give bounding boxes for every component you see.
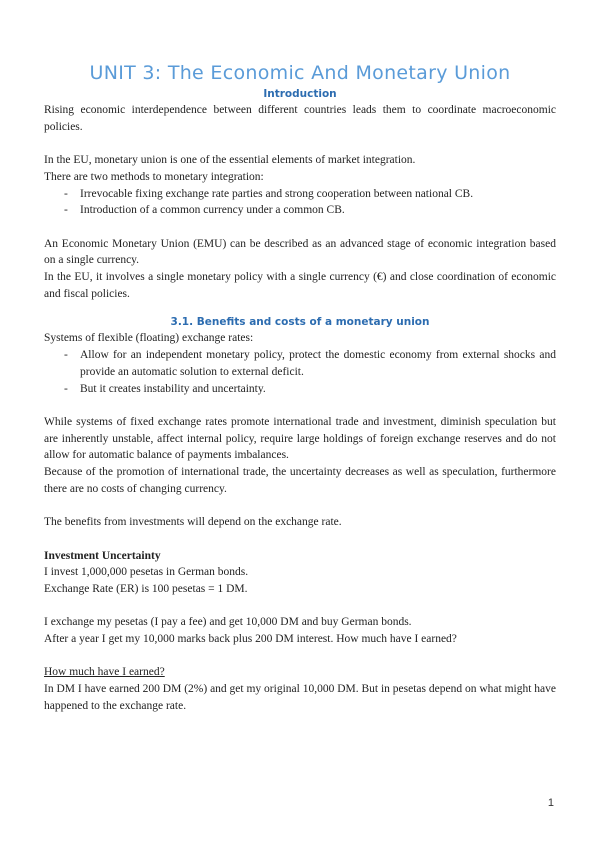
introduction-heading: Introduction <box>263 88 337 100</box>
methods-list <box>44 186 556 219</box>
investment-line-2: Exchange Rate (ER) is 100 pesetas = 1 DM. <box>44 582 248 595</box>
investment-line-3: I exchange my pesetas (I pay a fee) and get 10,000 DM and buy German bonds. <box>44 616 412 629</box>
investment-line-4: After a year I get my 10,000 marks back plus 200 DM interest. How much have I earned? <box>44 633 457 645</box>
answer-paragraph: In DM I have earned 200 DM (2%) and get my original 10,000 DM. But in pesetas depend on what might have happened to the exchange rate. <box>44 683 556 712</box>
investment-line-1: I invest 1,000,000 pesetas in German bonds. <box>44 566 249 579</box>
question-heading: How much have I earned? <box>44 666 165 679</box>
intro-paragraph-2a: In the EU, monetary union is one of the essential elements of market integration. <box>44 154 416 167</box>
list-item: - Introduction of a common currency under a common CB. <box>64 202 556 219</box>
section-paragraph-3: Because of the promotion of international trade, the uncertainty decreases as well as speculation, furthermore there are no costs of changing currency. <box>44 466 556 495</box>
intro-paragraph-4: In the EU, it involves a single monetary policy with a single currency (€) and close coordination of economic and fiscal policies. <box>44 271 556 300</box>
section-heading: 3.1. Benefits and costs of a monetary union <box>170 316 430 329</box>
intro-paragraph-2b: There are two methods to monetary integration: <box>44 170 264 183</box>
intro-paragraph-1: Rising economic interdependence between different countries leads them to coordinate macroeconomic policies. <box>44 104 556 133</box>
list-item: - Irrevocable fixing exchange rate parties and strong cooperation between national CB. <box>64 186 556 203</box>
page-number: 1 <box>547 797 554 809</box>
document-page <box>44 0 556 715</box>
list-item: - But it creates instability and uncertainty. <box>64 381 556 398</box>
list-item: - Allow for an independent monetary policy, protect the domestic economy from external shocks and provide an automatic solution to external deficit. <box>64 347 556 380</box>
section-paragraph-4: The benefits from investments will depend on the exchange rate. <box>44 516 342 529</box>
investment-heading: Investment Uncertainty <box>44 549 161 562</box>
intro-paragraph-3: An Economic Monetary Union (EMU) can be described as an advanced stage of economic integration based on a single currency. <box>44 237 556 267</box>
document-title: UNIT 3: The Economic And Monetary Union <box>89 62 511 84</box>
section-paragraph-1: Systems of flexible (floating) exchange rates: <box>44 332 254 345</box>
flexible-rates-list <box>44 347 556 397</box>
section-paragraph-2: While systems of fixed exchange rates promote international trade and investment, diminish speculation but are inherently unstable, affect internal policy, require large holdings of foreign exchange reserves and do not allow for automatic balance of payments imbalances. <box>44 415 556 462</box>
